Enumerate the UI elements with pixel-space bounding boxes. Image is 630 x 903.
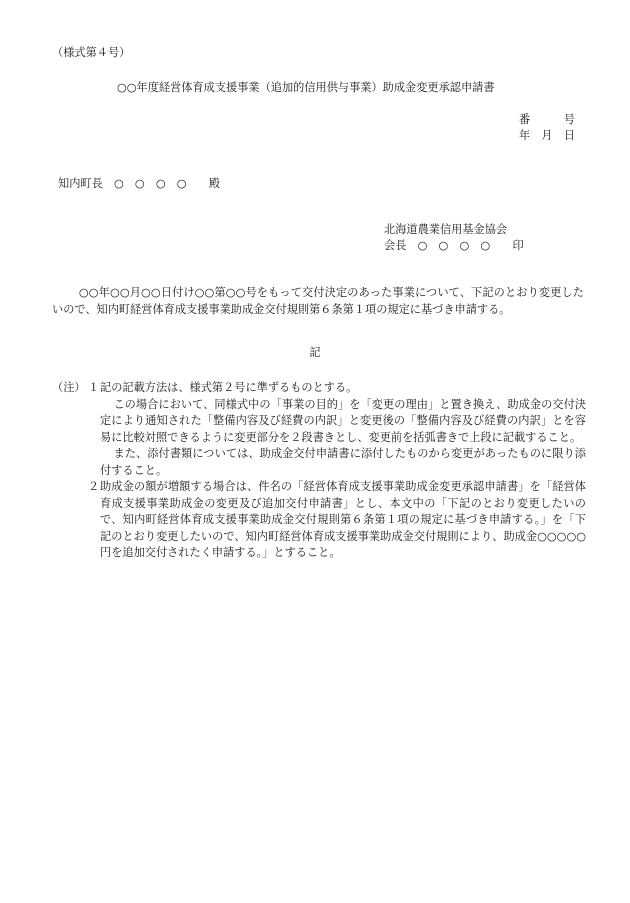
body-paragraph: ○○年○○月○○日付け○○第○○号をもって交付決定のあった事業について、下記のとおり変更したいので、知内町経営体育成支援事業助成金交付規則第６条第１項の規定に基づき申請する。 (52, 286, 584, 316)
ki-heading: 記 (309, 346, 321, 359)
note-paragraph: 助成金の額が増額する場合は、件名の「経営体育成支援事業助成金変更承認申請書」を「経営体育成支援事業助成金の変更及び追加交付申請書」とし、本文中の「下記のとおり変更したいので、知内町経営体育成支援事業助成金交付規則第６条第１項の規定に基づき申請する。」を「下記のとおり変更したいので、知内町経営体育成支援事業助成金交付規則により、助成金○○○○○円を追加交付されたく申請する。」とすること。 (100, 480, 586, 559)
note-item (52, 380, 586, 479)
date-label: 年 月 日 (519, 129, 575, 142)
addressee: 知内町長 ○ ○ ○ ○ 殿 (58, 177, 221, 190)
note-number: １ (88, 381, 100, 394)
sender-block (384, 222, 524, 254)
notes-prefix: （注） (52, 381, 86, 394)
note-paragraph: 記の記載方法は、様式第２号に準ずるものとする。 (100, 381, 358, 394)
sender-organization: 北海道農業信用基金協会 (384, 223, 508, 236)
sender-representative: 会長 ○ ○ ○ ○ 印 (384, 239, 524, 252)
note-paragraph: また、添付書類については、助成金交付申請書に添付したものから変更があったものに限り添付すること。 (100, 447, 586, 477)
note-item (52, 479, 586, 562)
form-number: （様式第４号） (52, 46, 131, 59)
document-title: ○○年度経営体育成支援事業（追加的信用供与事業）助成金変更承認申請書 (117, 81, 495, 94)
notes-section (52, 380, 586, 562)
note-paragraph: この場合において、同様式中の「事業の目的」を「変更の理由」と置き換え、助成金の交付決定により通知された「整備内容及び経費の内訳」と変更後の「整備内容及び経費の内訳」とを容易に比較対照できるように変更部分を２段書きとし、変更前を括弧書きで上段に記載すること。 (100, 397, 586, 444)
document-number-date (519, 112, 575, 144)
number-label: 番 号 (519, 113, 575, 126)
note-number: ２ (88, 480, 100, 493)
